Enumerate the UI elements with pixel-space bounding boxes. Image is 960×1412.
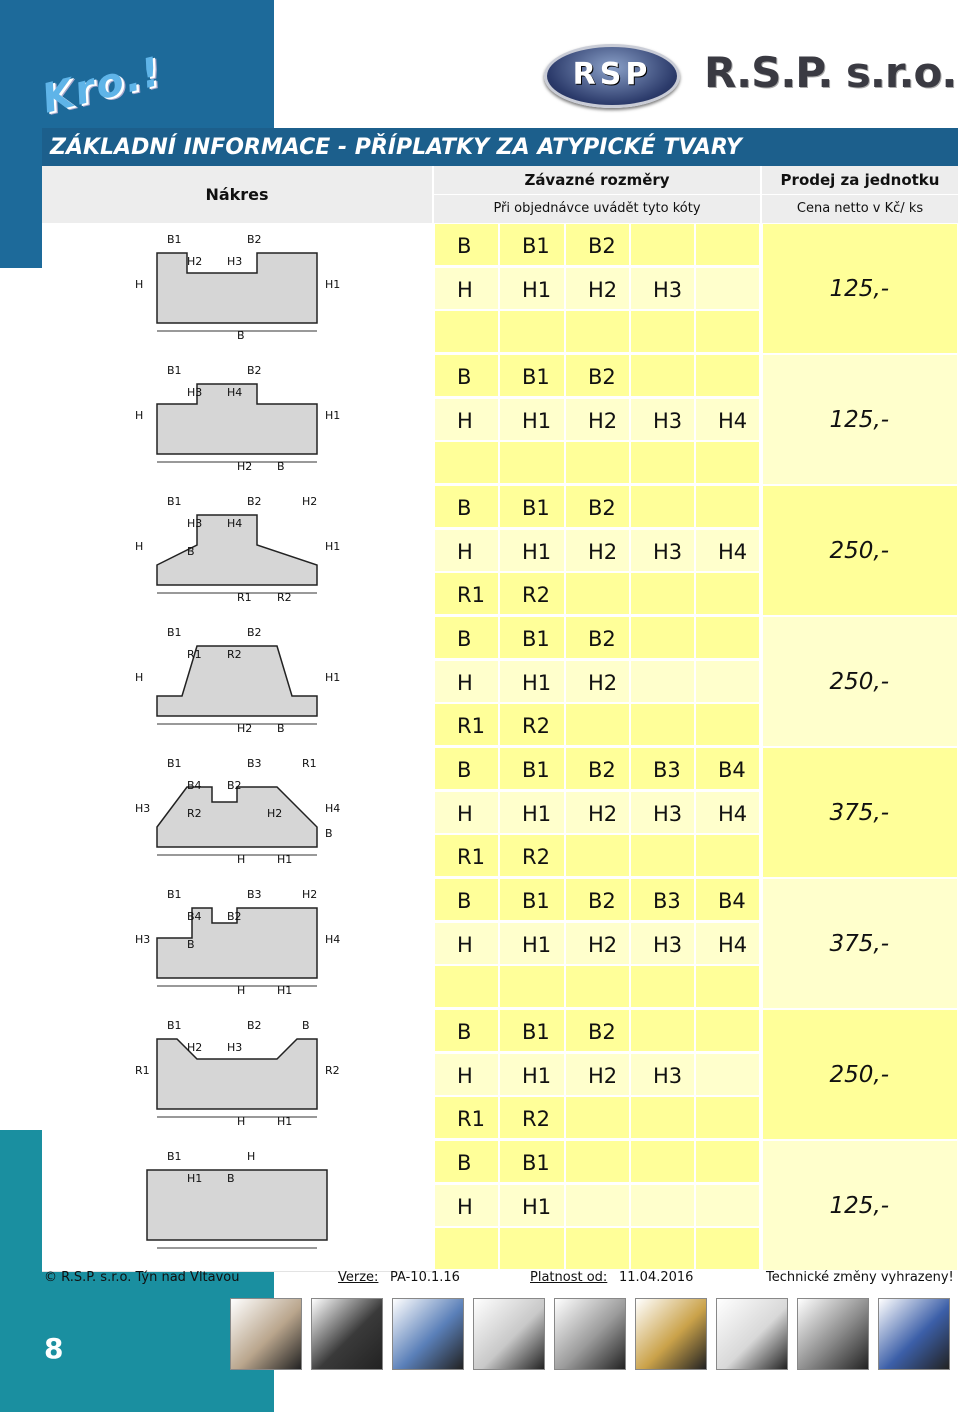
dimension-cell: B1 xyxy=(499,1140,565,1183)
dimension-label: B xyxy=(227,1172,235,1185)
dimension-cell xyxy=(630,1009,695,1052)
dimension-cell xyxy=(565,1184,630,1227)
dimension-cell: H3 xyxy=(630,1053,695,1096)
dimension-cell: H3 xyxy=(630,922,695,965)
dimension-cell xyxy=(695,1184,760,1227)
dimension-label: R1 xyxy=(135,1064,150,1077)
dimension-label: H1 xyxy=(187,1172,203,1185)
dimension-label: R1 xyxy=(237,591,252,604)
dimension-label: R2 xyxy=(277,591,292,604)
dimension-cell: R1 xyxy=(434,834,499,877)
dimension-cell: B3 xyxy=(630,747,695,790)
dimension-cell: H4 xyxy=(695,922,760,965)
rsp-logo xyxy=(544,44,680,108)
profile-drawing xyxy=(42,878,432,1010)
dimension-label: B3 xyxy=(247,757,262,770)
dimension-cell: H1 xyxy=(499,1184,565,1227)
table-row xyxy=(42,354,958,485)
table-row xyxy=(42,485,958,616)
dimension-cell: B4 xyxy=(695,878,760,921)
dimension-label: B xyxy=(325,827,333,840)
door-panel-icon xyxy=(392,1298,464,1370)
dimension-cell: R1 xyxy=(434,1096,499,1139)
dimension-cell xyxy=(565,441,630,484)
profile-svg xyxy=(127,878,347,1004)
table-row xyxy=(42,223,958,354)
price-cell: 250,- xyxy=(762,1009,958,1140)
dimension-cell: B2 xyxy=(565,747,630,790)
dimension-label: B2 xyxy=(247,1019,262,1032)
dimension-label: B3 xyxy=(247,888,262,901)
dimension-label: H1 xyxy=(325,671,341,684)
dimension-cell: B1 xyxy=(499,878,565,921)
profile-drawing xyxy=(42,747,432,879)
dimension-cell xyxy=(499,310,565,353)
profile-drawing xyxy=(42,616,432,748)
profile-drawing xyxy=(42,1140,432,1272)
dimension-cell: H3 xyxy=(630,791,695,834)
dimension-label: B xyxy=(237,329,245,342)
dimension-label: H xyxy=(237,984,246,997)
dimension-cell: R1 xyxy=(434,703,499,746)
dimension-cell: B xyxy=(434,1009,499,1052)
dimension-label: H3 xyxy=(135,933,151,946)
dimension-cell: H2 xyxy=(565,267,630,310)
dimension-cell xyxy=(434,441,499,484)
dimension-label: H xyxy=(135,409,144,422)
header-price-sub: Cena netto v Kč/ ks xyxy=(762,195,958,223)
dimension-cell: H1 xyxy=(499,398,565,441)
dimension-cell xyxy=(630,965,695,1008)
dimension-cell: R2 xyxy=(499,703,565,746)
price-cell: 125,- xyxy=(762,354,958,485)
dimension-cell: H3 xyxy=(630,267,695,310)
dimension-cell xyxy=(630,1096,695,1139)
profile-svg xyxy=(127,1140,347,1266)
dimension-label: R2 xyxy=(325,1064,340,1077)
dimension-cell xyxy=(695,1096,760,1139)
dimension-label: B1 xyxy=(167,626,182,639)
price-cell: 375,- xyxy=(762,878,958,1009)
profile-svg xyxy=(127,747,347,873)
dimension-label: H4 xyxy=(227,386,243,399)
dimension-label: H3 xyxy=(227,1041,243,1054)
dimension-cell: B xyxy=(434,747,499,790)
dimension-label: B2 xyxy=(247,626,262,639)
dimension-cell xyxy=(695,965,760,1008)
company-name: R.S.P. s.r.o. xyxy=(704,48,957,97)
dimension-cell: B xyxy=(434,878,499,921)
dimension-cell xyxy=(630,223,695,266)
profile-drawing xyxy=(42,485,432,617)
dimension-cell: H1 xyxy=(499,267,565,310)
dimension-label: H2 xyxy=(237,722,253,735)
dimension-label: R1 xyxy=(302,757,317,770)
dimension-cell: H xyxy=(434,398,499,441)
dimension-label: B xyxy=(187,938,195,951)
dimension-cell xyxy=(630,703,695,746)
dimension-label: H xyxy=(135,540,144,553)
dimension-label: H xyxy=(135,278,144,291)
dimension-cell: H4 xyxy=(695,398,760,441)
dimension-cell: H xyxy=(434,529,499,572)
profile-drawing xyxy=(42,223,432,355)
dimension-cell: B xyxy=(434,485,499,528)
door-lock-icon xyxy=(797,1298,869,1370)
dimension-cell: H xyxy=(434,660,499,703)
dimension-label: H3 xyxy=(187,517,203,530)
profile-drawing xyxy=(42,354,432,486)
dimension-cell xyxy=(695,1140,760,1183)
profile-shape xyxy=(147,1170,327,1240)
dimension-cell: H4 xyxy=(695,529,760,572)
dimension-cell: H3 xyxy=(630,398,695,441)
dimension-cell xyxy=(630,660,695,703)
dimension-label: H xyxy=(237,1115,246,1128)
price-cell: 250,- xyxy=(762,485,958,616)
dimension-cell xyxy=(695,310,760,353)
dimension-cell xyxy=(695,441,760,484)
dimension-cell xyxy=(630,1140,695,1183)
footer-copyright: © R.S.P. s.r.o. Týn nad Vltavou xyxy=(44,1270,240,1285)
dimension-cell: H2 xyxy=(565,660,630,703)
dimension-cell xyxy=(565,703,630,746)
dimension-cell xyxy=(565,310,630,353)
dimension-cell: H1 xyxy=(499,1053,565,1096)
dimension-label: R1 xyxy=(187,648,202,661)
profile-svg xyxy=(127,223,347,349)
dimension-cell xyxy=(434,1227,499,1270)
dimension-label: H3 xyxy=(227,255,243,268)
dimension-cell xyxy=(565,1227,630,1270)
dimension-label: B xyxy=(277,460,285,473)
dimension-cell xyxy=(434,965,499,1008)
dimension-label: H2 xyxy=(302,888,318,901)
price-cell: 125,- xyxy=(762,1140,958,1271)
dimension-cell: H xyxy=(434,1053,499,1096)
footer-valid-label: Platnost od: xyxy=(530,1270,608,1285)
dimension-cell xyxy=(565,572,630,615)
dimension-cell: B2 xyxy=(565,354,630,397)
dimension-cell: B2 xyxy=(565,485,630,528)
dimension-label: H1 xyxy=(277,853,293,866)
dimension-label: H2 xyxy=(237,460,253,473)
dimension-label: H4 xyxy=(227,517,243,530)
dimension-cell xyxy=(695,703,760,746)
header-dimensions-sub: Při objednávce uvádět tyto kóty xyxy=(434,195,760,223)
dimension-cell xyxy=(695,1009,760,1052)
dimension-cell: B3 xyxy=(630,878,695,921)
dimension-cell: B1 xyxy=(499,1009,565,1052)
dimension-cell: H4 xyxy=(695,791,760,834)
profile-svg xyxy=(127,1009,347,1135)
dimension-cell xyxy=(695,1227,760,1270)
dimension-cell: B1 xyxy=(499,354,565,397)
dimension-label: H1 xyxy=(277,984,293,997)
dimension-label: B2 xyxy=(227,779,242,792)
dimension-label: B4 xyxy=(187,779,202,792)
dimension-cell: B2 xyxy=(565,223,630,266)
door-frame-icon xyxy=(230,1298,302,1370)
dimension-cell: H xyxy=(434,922,499,965)
table-row xyxy=(42,747,958,878)
dimension-cell: B2 xyxy=(565,616,630,659)
dimension-cell: B xyxy=(434,354,499,397)
profile-svg xyxy=(127,616,347,742)
dimension-cell xyxy=(630,310,695,353)
dimension-label: B1 xyxy=(167,1019,182,1032)
door-handle-icon xyxy=(473,1298,545,1370)
dimension-label: H1 xyxy=(325,409,341,422)
dimension-cell: B1 xyxy=(499,616,565,659)
dimension-cell: H2 xyxy=(565,791,630,834)
dimension-label: B xyxy=(302,1019,310,1032)
dimension-cell xyxy=(630,441,695,484)
table-row xyxy=(42,1140,958,1271)
dimension-cell: B xyxy=(434,616,499,659)
table-row xyxy=(42,1009,958,1140)
dimension-label: H2 xyxy=(187,255,203,268)
dimension-label: B1 xyxy=(167,757,182,770)
dimension-cell: R1 xyxy=(434,572,499,615)
dimension-label: B2 xyxy=(247,233,262,246)
dimension-cell: H2 xyxy=(565,1053,630,1096)
dimension-label: B xyxy=(277,722,285,735)
dimension-cell xyxy=(630,485,695,528)
dimension-label: H xyxy=(247,1150,256,1163)
dimension-cell xyxy=(630,1227,695,1270)
dimension-cell xyxy=(695,354,760,397)
dimension-cell xyxy=(499,1227,565,1270)
dimension-cell xyxy=(630,572,695,615)
door-closer-icon xyxy=(554,1298,626,1370)
dimension-cell: B2 xyxy=(565,1009,630,1052)
dimension-label: H3 xyxy=(187,386,203,399)
dimension-cell xyxy=(565,1096,630,1139)
dimension-cell xyxy=(499,965,565,1008)
dimension-cell xyxy=(695,572,760,615)
dimension-cell: H1 xyxy=(499,529,565,572)
dimension-cell xyxy=(695,1053,760,1096)
dimension-cell: B4 xyxy=(695,747,760,790)
footer-valid-value: 11.04.2016 xyxy=(619,1270,694,1285)
dimension-label: H3 xyxy=(135,802,151,815)
footer-version-value: PA-10.1.16 xyxy=(390,1270,460,1285)
price-cell: 250,- xyxy=(762,616,958,747)
dimension-cell: H1 xyxy=(499,791,565,834)
header-nakres: Nákres xyxy=(42,166,432,223)
price-cell: 375,- xyxy=(762,747,958,878)
dimension-label: B1 xyxy=(167,495,182,508)
dimension-cell xyxy=(630,354,695,397)
dimension-cell xyxy=(695,223,760,266)
dimension-cell xyxy=(565,1140,630,1183)
dimension-cell xyxy=(630,834,695,877)
dimension-label: H2 xyxy=(267,807,283,820)
dimension-cell: R2 xyxy=(499,572,565,615)
dimension-cell xyxy=(565,965,630,1008)
dimension-cell: H xyxy=(434,791,499,834)
dimension-cell: H1 xyxy=(499,660,565,703)
dimension-cell xyxy=(695,267,760,310)
dimension-label: H4 xyxy=(325,802,341,815)
dimension-label: R2 xyxy=(227,648,242,661)
page-number: 8 xyxy=(44,1332,64,1365)
dimension-cell: B1 xyxy=(499,747,565,790)
dimension-cell: H2 xyxy=(565,922,630,965)
profile-svg xyxy=(127,354,347,480)
dimension-label: B1 xyxy=(167,364,182,377)
dimension-cell xyxy=(565,834,630,877)
dimension-cell: B2 xyxy=(565,878,630,921)
dimension-label: H1 xyxy=(325,278,341,291)
dimension-label: B1 xyxy=(167,233,182,246)
table-row xyxy=(42,878,958,1009)
footer-notice: Technické změny vyhrazeny! xyxy=(766,1270,954,1285)
dimension-cell: B xyxy=(434,223,499,266)
dimension-cell xyxy=(630,1184,695,1227)
dimension-cell: B1 xyxy=(499,485,565,528)
profile-svg xyxy=(127,485,347,611)
dimension-label: R2 xyxy=(187,807,202,820)
dimension-cell xyxy=(630,616,695,659)
header-price: Prodej za jednotku xyxy=(762,166,958,194)
edge-tape-roll-icon xyxy=(878,1298,950,1370)
dimension-label: B2 xyxy=(247,495,262,508)
dimension-cell: R2 xyxy=(499,1096,565,1139)
dimension-cell: H2 xyxy=(565,529,630,572)
dimension-cell xyxy=(695,834,760,877)
dimension-cell: H xyxy=(434,267,499,310)
table-row xyxy=(42,616,958,747)
dimension-cell: H xyxy=(434,1184,499,1227)
page-title: ZÁKLADNÍ INFORMACE - PŘÍPLATKY ZA ATYPICKÉ TVARY xyxy=(42,128,958,166)
dimension-label: H2 xyxy=(187,1041,203,1054)
stamp-logo: Kro.! xyxy=(37,48,167,123)
dimension-label: B1 xyxy=(167,888,182,901)
dimension-cell xyxy=(695,485,760,528)
profile-shape xyxy=(157,787,317,847)
dimension-label: B2 xyxy=(227,910,242,923)
header-dimensions: Závazné rozměry xyxy=(434,166,760,194)
door-strike-icon xyxy=(716,1298,788,1370)
dimension-label: H1 xyxy=(325,540,341,553)
dimension-label: H xyxy=(135,671,144,684)
dimension-cell: R2 xyxy=(499,834,565,877)
dimension-label: H xyxy=(237,853,246,866)
dimension-cell: H2 xyxy=(565,398,630,441)
rsp-logo-text: RSP xyxy=(572,57,652,92)
dimension-cell: B1 xyxy=(499,223,565,266)
dimension-label: B1 xyxy=(167,1150,182,1163)
dimension-cell xyxy=(434,310,499,353)
footer-version-label: Verze: xyxy=(338,1270,379,1285)
dimension-cell: B xyxy=(434,1140,499,1183)
dimension-cell xyxy=(499,441,565,484)
door-threshold-icon xyxy=(311,1298,383,1370)
dimension-cell: H3 xyxy=(630,529,695,572)
dimension-label: B2 xyxy=(247,364,262,377)
dimension-label: B xyxy=(187,545,195,558)
dimension-cell xyxy=(695,616,760,659)
price-cell: 125,- xyxy=(762,223,958,354)
dimension-label: B4 xyxy=(187,910,202,923)
dimension-label: H1 xyxy=(277,1115,293,1128)
price-table xyxy=(42,128,958,1268)
door-hinge-icon xyxy=(635,1298,707,1370)
profile-drawing xyxy=(42,1009,432,1141)
dimension-cell xyxy=(695,660,760,703)
dimension-label: H2 xyxy=(302,495,318,508)
dimension-cell: H1 xyxy=(499,922,565,965)
dimension-label: H4 xyxy=(325,933,341,946)
